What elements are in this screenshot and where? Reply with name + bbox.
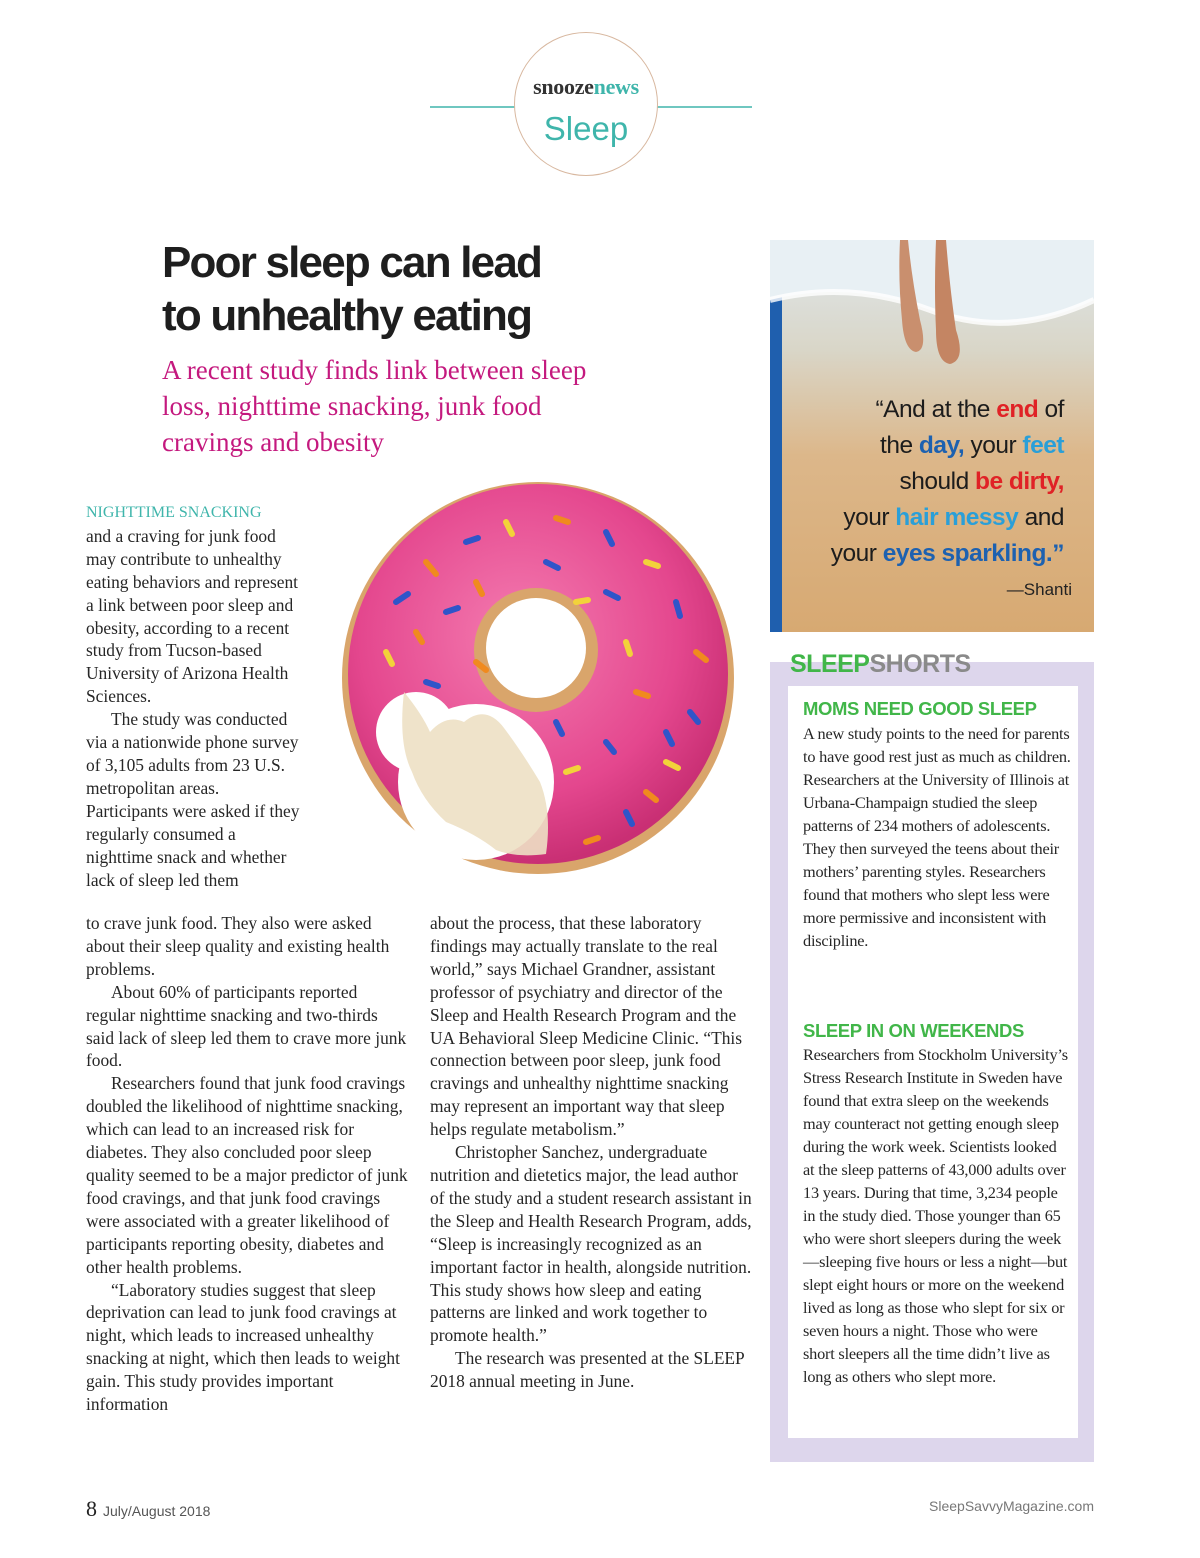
paragraph-4: Researchers found that junk food cravings doubled the likelihood of nighttime snacking, which can lead to an increased risk for diabetes. They also concluded poor sleep quality seemed to be a major predictor of junk food cravings, and that junk food cravings were associated with a greater likelihood of participants reporting obesity, diabetes and other health problems. — [86, 1073, 408, 1277]
quote-fragment: should — [899, 468, 976, 495]
paragraph-1: and a craving for junk food may contribute to unhealthy eating behaviors and represent a link between poor sleep and obesity, according to a recent study from Tucson-based University of Arizona Health Sciences. — [86, 525, 298, 707]
brand-part2: news — [593, 74, 639, 99]
page-number: 8 — [86, 1496, 97, 1521]
quote-attribution: —Shanti — [1006, 580, 1072, 599]
quote-fragment: “And at the — [875, 396, 997, 423]
quote-word-hair: hair messy — [895, 504, 1019, 531]
short-2-text: Researchers from Stockholm University’s Stress Research Institute in Sweden have found that extra sleep on the weekends may counteract not getting enough sleep during the work week. Scientists looked at the sleep patterns of 43,000 adults over 13 years. During that time, 3,234 people in the study died. Those younger than 65 who were short sleepers during the week—sleeping five hours or less a night—but slept eight hours or more on the weekend lived as long as those who slept for six or seven hours a night. Those who were short sleepers all the time didn’t live as long as others who slept more. — [803, 1045, 1068, 1386]
article-headline — [162, 236, 722, 342]
headline-line-1: Poor sleep can lead — [162, 238, 542, 287]
quote-fragment: and — [1018, 504, 1064, 531]
paragraph-2-cont: to crave junk food. They also were asked about their sleep quality and existing health problems. — [86, 913, 390, 979]
quote-word-end: end — [996, 396, 1039, 423]
masthead-brand — [514, 74, 658, 100]
article-deck: A recent study finds link between sleep loss, nighttime snacking, junk food cravings and obesity — [162, 355, 587, 457]
quote-word-feet: feet — [1022, 432, 1064, 459]
quote-word-day: day, — [918, 432, 965, 459]
sleep-shorts-title — [790, 650, 971, 679]
beach-feet-photo — [770, 240, 1094, 400]
issue-date: July/August 2018 — [103, 1503, 211, 1519]
paragraph-6: Christopher Sanchez, undergraduate nutrition and dietetics major, the lead author of the study and a student research assistant in the Sleep and Health Research Program, adds, “Sleep is increasingly recognized as an important factor in health, alongside nutrition. This study shows how sleep and eating patterns are linked and work together to promote health.” — [430, 1142, 752, 1346]
shorts-title-part1: SLEEP — [790, 650, 870, 678]
short-2-heading: SLEEP IN ON WEEKENDS — [803, 1020, 1024, 1041]
paragraph-7: The research was presented at the SLEEP 2018 annual meeting in June. — [430, 1348, 745, 1392]
quote-text — [774, 392, 1064, 572]
footer-site: SleepSavvyMagazine.com — [929, 1498, 1094, 1514]
headline-line-2: to unhealthy eating — [162, 291, 532, 340]
paragraph-2: The study was conducted via a nationwide phone survey of 3,105 adults from 23 U.S. metropolitan areas. Participants were asked if they regularly consumed a nighttime snack and whether lack of sleep led them — [86, 709, 300, 890]
donut-illustration — [326, 482, 734, 890]
paragraph-3: About 60% of participants reported regular nighttime snacking and two-thirds said lack of sleep led them to crave more junk food. — [86, 981, 407, 1071]
quote-fragment: your — [964, 432, 1023, 459]
masthead-circle — [514, 32, 658, 176]
short-1-text: A new study points to the need for parents to have good rest just as much as children. Researchers at the University of Illinois at Urbana-Champaign studied the sleep patterns of 234 mothers of adolescents. They then surveyed the teens about their mothers’ parenting styles. Researchers found that mothers who slept less were more permissive and inconsistent with discipline. — [803, 724, 1071, 950]
quote-word-dirty: be dirty, — [975, 468, 1064, 495]
lead-in: NIGHTTIME SNACKING — [86, 504, 262, 521]
quote-fragment: your — [843, 504, 896, 531]
quote-fragment: of — [1038, 396, 1064, 423]
quote-box — [770, 240, 1094, 632]
short-1-heading: MOMS NEED GOOD SLEEP — [803, 698, 1037, 719]
quote-fragment: your — [830, 540, 883, 567]
shorts-title-part2: SHORTS — [869, 650, 971, 678]
quote-word-eyes: eyes sparkling.” — [882, 540, 1064, 567]
article-column-2 — [430, 912, 752, 1393]
article-column-1-top — [86, 500, 301, 891]
footer-left — [86, 1496, 210, 1522]
paragraph-5-cont: about the process, that these laboratory findings may actually translate to the real world,” says Michael Grandner, assistant professor of psychiatry and director of the Sleep and Health Research Program and the UA Behavioral Sleep Medicine Clinic. “This connection between poor sleep, junk food cravings and unhealthy nighttime snacking may represent an important way that sleep helps regulate metabolism.” — [430, 913, 742, 1140]
quote-fragment: the — [880, 432, 919, 459]
section-label: Sleep — [543, 110, 629, 147]
donut-image — [326, 482, 734, 890]
paragraph-5: “Laboratory studies suggest that sleep deprivation can lead to junk food cravings at night, which leads to increased unhealthy snacking at night, which then leads to weight gain. This study provides important information — [86, 1279, 400, 1415]
article-column-1-bottom — [86, 912, 408, 1416]
brand-part1: snooze — [533, 74, 594, 99]
